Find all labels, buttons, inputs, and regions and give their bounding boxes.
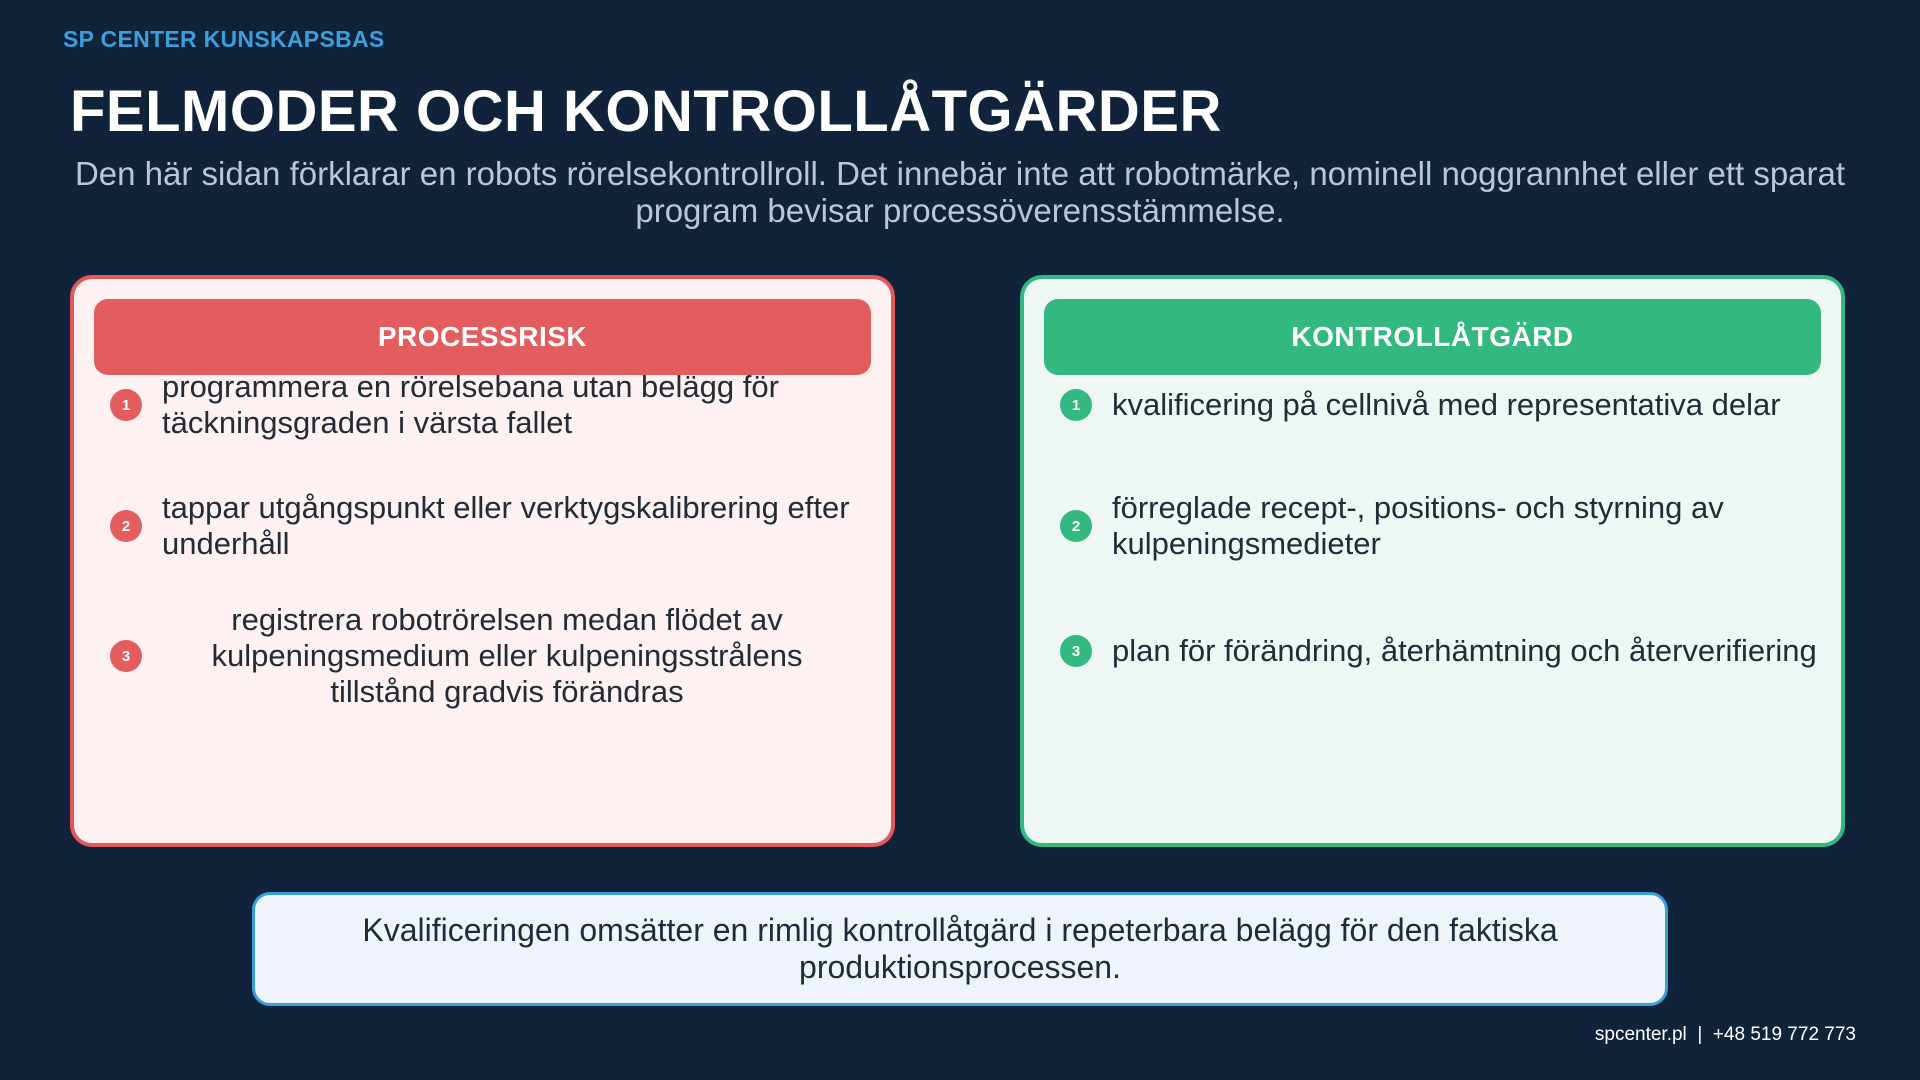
control-item-text: plan för förändring, återhämtning och återverifiering [1112, 633, 1817, 668]
process-risk-heading: PROCESSRISK [94, 299, 871, 375]
number-badge: 1 [110, 389, 142, 421]
control-measure-heading: KONTROLLÅTGÄRD [1044, 299, 1821, 375]
page-title: FELMODER OCH KONTROLLÅTGÄRDER [70, 79, 1222, 144]
control-item-3 [1024, 601, 1841, 701]
risk-item-1 [74, 355, 891, 455]
summary-statement: Kvalificeringen omsätter en rimlig kontrollåtgärd i repeterbara belägg för den faktiska produktionsprocessen. [252, 892, 1668, 1006]
control-item-2 [1024, 476, 1841, 576]
page-subtitle: Den här sidan förklarar en robots rörelsekontrollroll. Det innebär inte att robotmärke, nominell noggrannhet eller ett sparat program bevisar processöverensstämmelse. [74, 155, 1846, 229]
process-risk-card [70, 275, 895, 847]
risk-item-text: programmera en rörelsebana utan belägg för täckningsgraden i värsta fallet [162, 369, 779, 440]
number-badge: 3 [110, 640, 142, 672]
number-badge: 1 [1060, 389, 1092, 421]
risk-item-3 [74, 601, 891, 711]
contact-info: spcenter.pl | +48 519 772 773 [1594, 1024, 1856, 1045]
control-item-text: förreglade recept-, positions- och styrning av kulpeningsmedieter [1112, 490, 1724, 561]
number-badge: 2 [110, 510, 142, 542]
risk-item-text: tappar utgångspunkt eller verktygskalibrering efter underhåll [162, 490, 850, 561]
number-badge: 2 [1060, 510, 1092, 542]
risk-item-text: registrera robotrörelsen medan flödet av kulpeningsmedium eller kulpeningsstrålens tillstånd gradvis förändras [211, 602, 803, 709]
control-item-1 [1024, 355, 1841, 455]
number-badge: 3 [1060, 635, 1092, 667]
control-measure-card [1020, 275, 1845, 847]
brand-kicker: SP CENTER KUNSKAPSBAS [63, 26, 385, 52]
risk-item-2 [74, 476, 891, 576]
control-item-text: kvalificering på cellnivå med representativa delar [1112, 387, 1781, 422]
